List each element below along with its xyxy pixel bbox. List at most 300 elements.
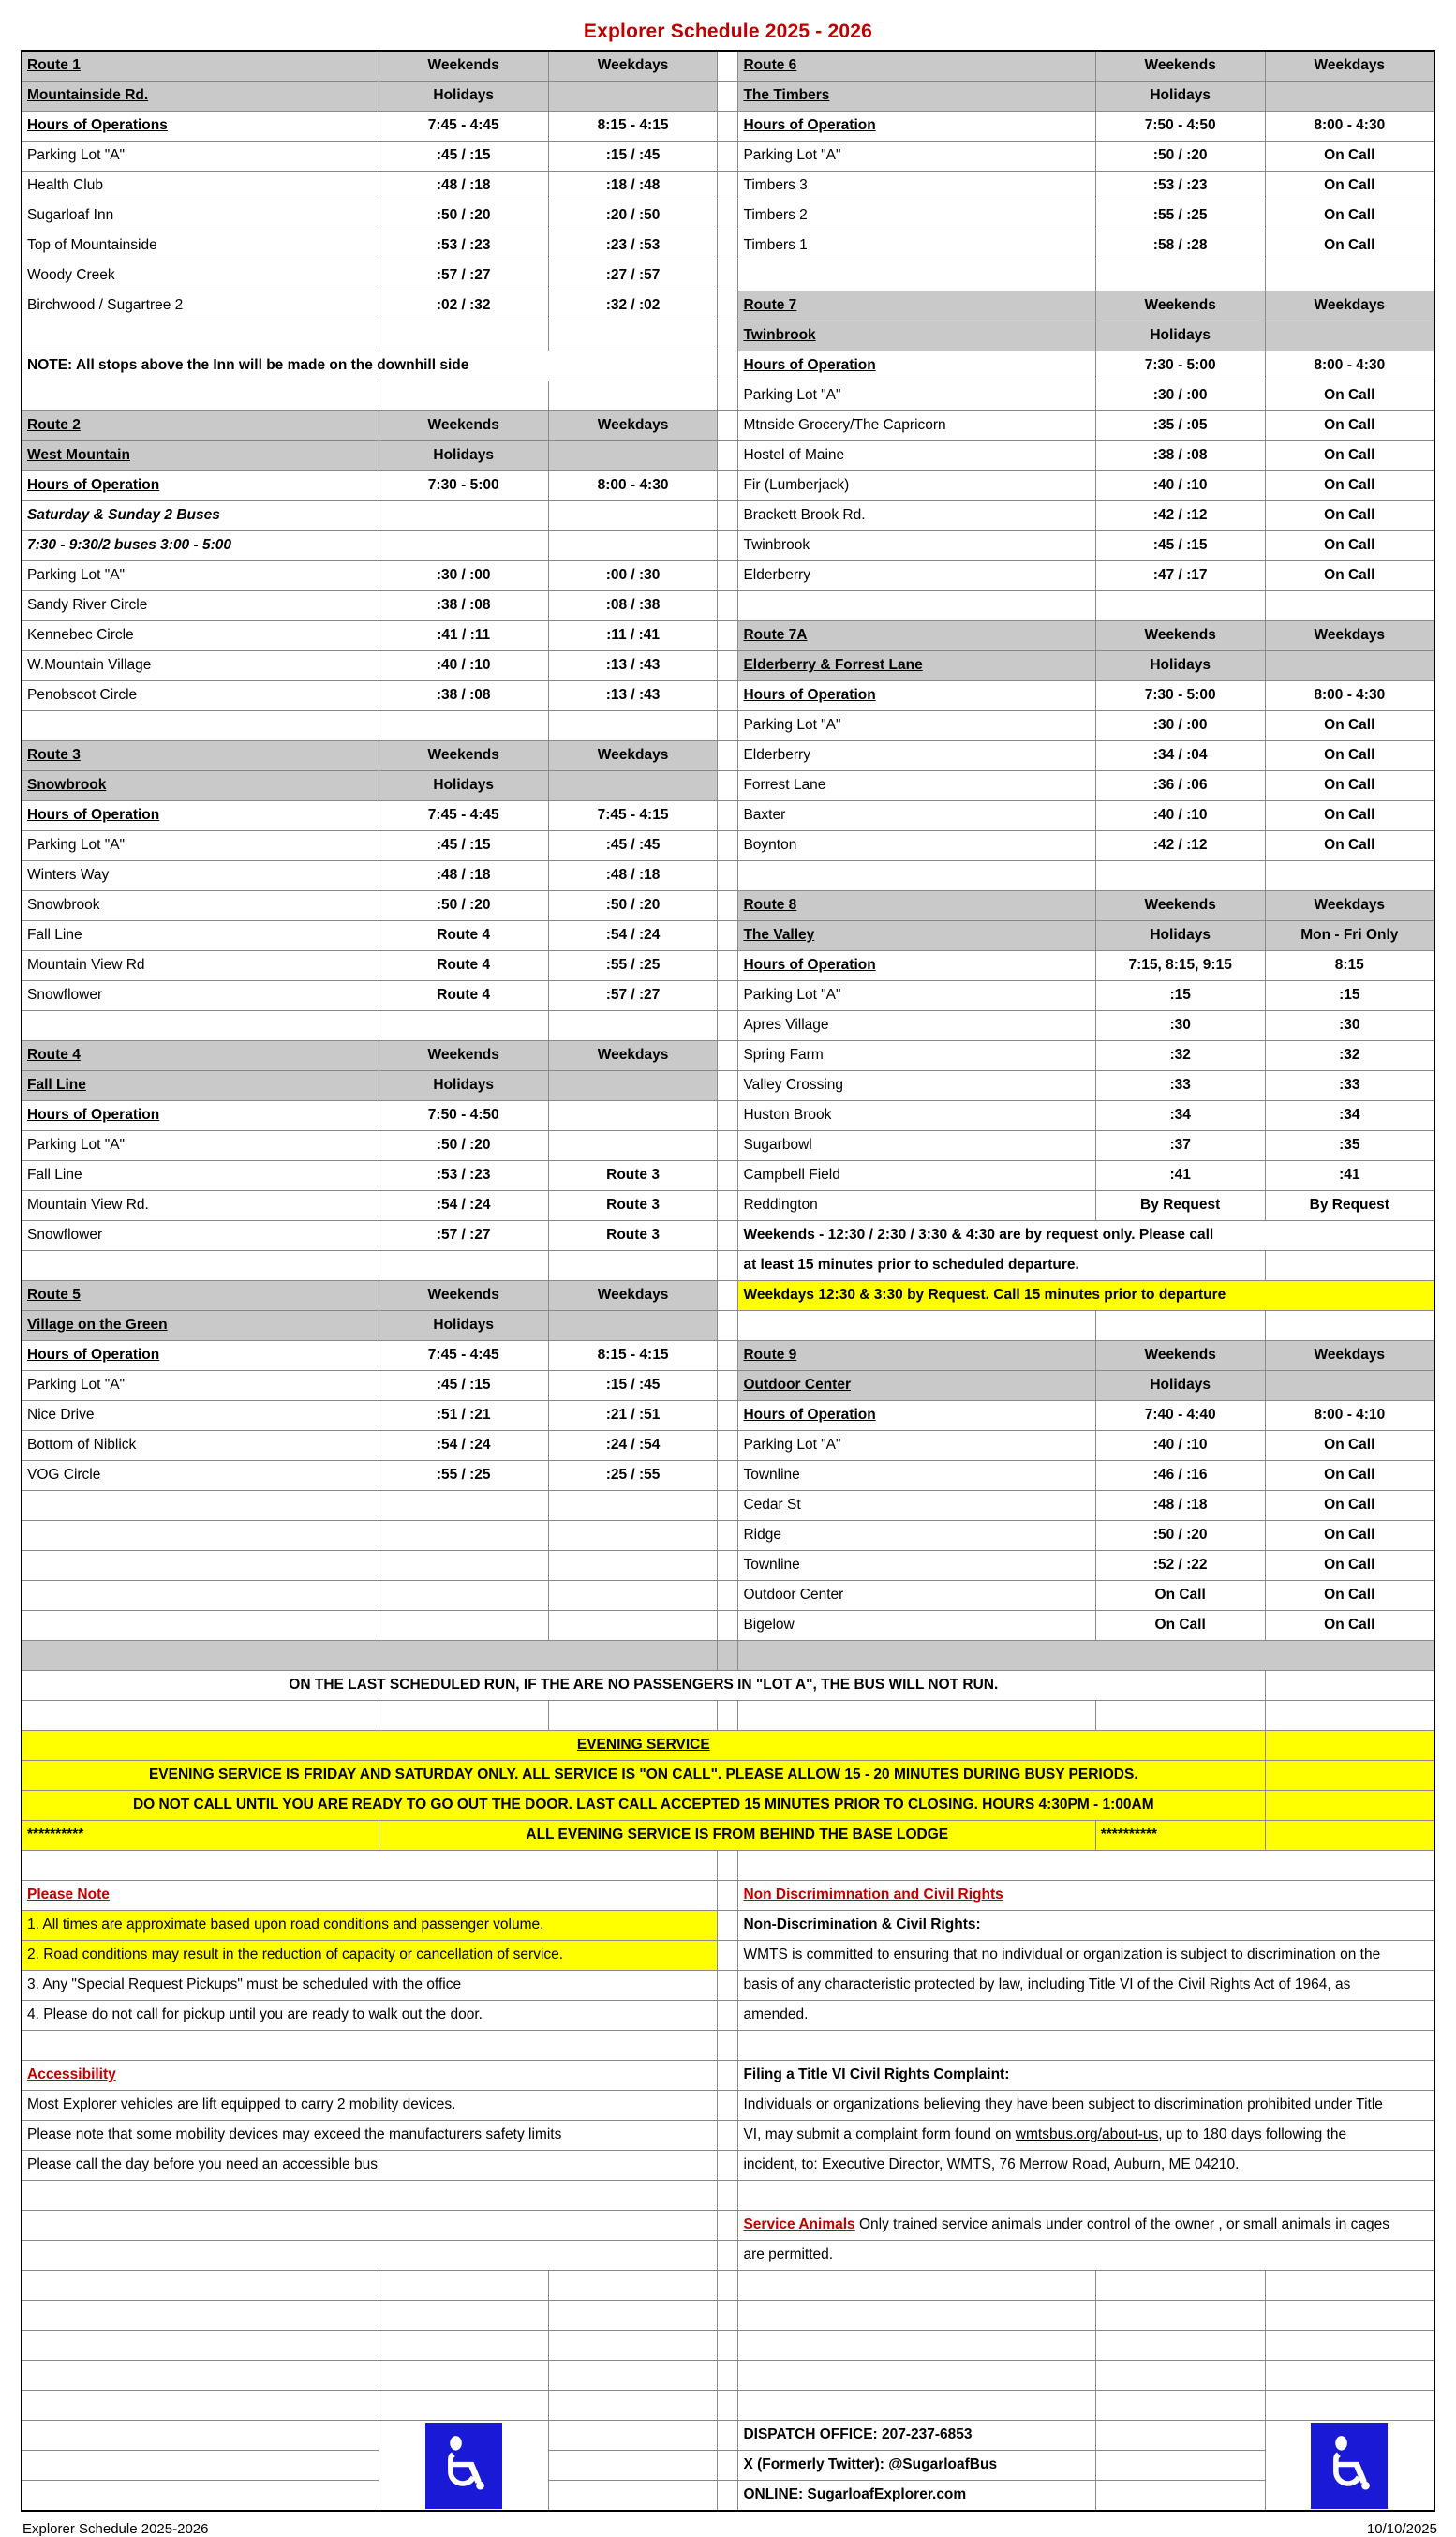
stop-time-weekday: On Call: [1265, 201, 1434, 231]
column-gap: [718, 2451, 738, 2481]
col-header-weekday-sub: [548, 441, 718, 471]
stop-time-weekday: On Call: [1265, 142, 1434, 172]
column-gap: [718, 1911, 738, 1941]
blank-cell: [548, 1551, 718, 1581]
service-animals-line: [738, 2211, 1434, 2241]
stop-time-weekend: :15: [1095, 981, 1265, 1011]
stop-time-weekday: On Call: [1265, 771, 1434, 801]
hours-weekend: 7:45 - 4:45: [379, 1341, 548, 1371]
blank-cell: [1265, 261, 1434, 291]
hours-weekend: 7:30 - 5:00: [1095, 681, 1265, 711]
blank-cell: [548, 2301, 718, 2331]
stop-name: Woody Creek: [22, 261, 379, 291]
blank-cell: [738, 2271, 1095, 2301]
table-row: [22, 2031, 1434, 2061]
table-row: [22, 471, 1434, 501]
stop-time-weekday: :24 / :54: [548, 1431, 718, 1461]
blank-cell: [379, 1581, 548, 1611]
col-header-holidays: Holidays: [379, 771, 548, 801]
spacer-band: [738, 1641, 1434, 1671]
table-row: [22, 1701, 1434, 1731]
table-row: [22, 951, 1434, 981]
blank-cell: [379, 501, 548, 531]
stop-time-weekday: Route 3: [548, 1161, 718, 1191]
stop-name: Mountain View Rd: [22, 951, 379, 981]
hours-label: Hours of Operation: [22, 801, 379, 831]
table-row: [22, 681, 1434, 711]
stop-time-weekend: :30 / :00: [1095, 711, 1265, 741]
stop-name: W.Mountain Village: [22, 651, 379, 681]
table-row: [22, 1401, 1434, 1431]
stop-time-weekday: :11 / :41: [548, 621, 718, 651]
stop-name: Brackett Brook Rd.: [738, 501, 1095, 531]
hours-weekend: 7:50 - 4:50: [1095, 112, 1265, 142]
page-footer: [21, 2512, 1439, 2537]
table-row: [22, 1041, 1434, 1071]
blank-cell: [22, 1011, 379, 1041]
blank-cell: [379, 531, 548, 561]
table-row: [22, 1011, 1434, 1041]
stop-name: Valley Crossing: [738, 1071, 1095, 1101]
column-gap: [718, 2181, 738, 2211]
page-title: Explorer Schedule 2025 - 2026: [583, 21, 873, 42]
blank-cell: [379, 381, 548, 411]
col-header-weekdays: Weekdays: [548, 411, 718, 441]
column-gap: [718, 351, 738, 381]
stop-name: Reddington: [738, 1191, 1095, 1221]
column-gap: [718, 321, 738, 351]
hours-weekday: 8:00 - 4:30: [1265, 351, 1434, 381]
stop-time-weekday: :33: [1265, 1071, 1434, 1101]
column-gap: [718, 501, 738, 531]
column-gap: [718, 921, 738, 951]
stop-name: Townline: [738, 1551, 1095, 1581]
please-note-item: 4. Please do not call for pickup until you are ready to walk out the door.: [22, 2001, 718, 2031]
hours-weekend: 7:30 - 5:00: [379, 471, 548, 501]
table-row: [22, 1521, 1434, 1551]
table-row: [22, 291, 1434, 321]
blank-cell: [1265, 861, 1434, 891]
route-number: Route 3: [22, 741, 379, 771]
table-row: [22, 1881, 1434, 1911]
blank-cell: [22, 2451, 379, 2481]
table-row: [22, 142, 1434, 172]
stop-time-weekday: On Call: [1265, 1551, 1434, 1581]
stop-time-weekend: :40 / :10: [1095, 471, 1265, 501]
column-gap: [718, 1371, 738, 1401]
stop-time-weekend: :02 / :32: [379, 291, 548, 321]
column-gap: [718, 861, 738, 891]
stop-name: Nice Drive: [22, 1401, 379, 1431]
stop-time-weekend: :30: [1095, 1011, 1265, 1041]
stop-time-weekend: :38 / :08: [1095, 441, 1265, 471]
stop-time-weekend: :40 / :10: [1095, 801, 1265, 831]
col-header-weekends: Weekends: [1095, 51, 1265, 82]
table-row: [22, 1251, 1434, 1281]
stop-time-weekday: On Call: [1265, 411, 1434, 441]
stop-time-weekend: :38 / :08: [379, 591, 548, 621]
hours-weekend: 7:45 - 4:45: [379, 112, 548, 142]
stop-name: Parking Lot "A": [738, 142, 1095, 172]
stop-time-weekend: :34 / :04: [1095, 741, 1265, 771]
column-gap: [718, 2421, 738, 2451]
stop-time-weekday: On Call: [1265, 231, 1434, 261]
stop-name: Bigelow: [738, 1611, 1095, 1641]
column-gap: [718, 1971, 738, 2001]
blank-cell: [548, 1611, 718, 1641]
table-row: [22, 2271, 1434, 2301]
blank-cell: [548, 1011, 718, 1041]
stop-time-weekend: :38 / :08: [379, 681, 548, 711]
blank-cell: [1265, 1671, 1434, 1701]
route-number: Route 4: [22, 1041, 379, 1071]
table-row: [22, 1131, 1434, 1161]
table-row: [22, 82, 1434, 112]
col-header-weekends: Weekends: [1095, 1341, 1265, 1371]
table-row: [22, 1341, 1434, 1371]
wheelchair-accessible-icon: [379, 2421, 548, 2512]
route-subnote-1: Saturday & Sunday 2 Buses: [22, 501, 379, 531]
column-gap: [718, 1881, 738, 1911]
blank-cell: [1095, 591, 1265, 621]
blank-cell: [22, 2421, 379, 2451]
col-header-weekday-sub: Mon - Fri Only: [1265, 921, 1434, 951]
col-header-weekdays: Weekdays: [548, 1281, 718, 1311]
stop-name: Parking Lot "A": [738, 1431, 1095, 1461]
stop-time-weekday: On Call: [1265, 711, 1434, 741]
stop-time-weekend: :58 / :28: [1095, 231, 1265, 261]
stop-time-weekday: On Call: [1265, 441, 1434, 471]
stop-name: Parking Lot "A": [738, 981, 1095, 1011]
stop-time-weekend: :33: [1095, 1071, 1265, 1101]
blank-cell: [718, 1851, 738, 1881]
column-gap: [718, 1341, 738, 1371]
column-gap: [718, 1401, 738, 1431]
column-gap: [718, 891, 738, 921]
stop-time-weekday: On Call: [1265, 471, 1434, 501]
stop-name: Elderberry: [738, 561, 1095, 591]
blank-cell: [1095, 2481, 1265, 2512]
non-discrimination-heading: Non Discrimimnation and Civil Rights: [738, 1881, 1434, 1911]
blank-cell: [1095, 2271, 1265, 2301]
stop-time-weekday: :30: [1265, 1011, 1434, 1041]
evening-service-line-3: ALL EVENING SERVICE IS FROM BEHIND THE BASE LODGE: [379, 1821, 1095, 1851]
column-gap: [718, 112, 738, 142]
stop-name: Winters Way: [22, 861, 379, 891]
footer-right-date: 10/10/2025: [1366, 2521, 1437, 2537]
blank-cell: [22, 2181, 718, 2211]
stop-name: Apres Village: [738, 1011, 1095, 1041]
table-row: [22, 1791, 1434, 1821]
table-row: [22, 981, 1434, 1011]
table-row: [22, 501, 1434, 531]
blank-cell: [1095, 1311, 1265, 1341]
table-row: [22, 1731, 1434, 1761]
blank-cell: [1095, 1701, 1265, 1731]
stop-name: Kennebec Circle: [22, 621, 379, 651]
stop-time-weekend: :42 / :12: [1095, 501, 1265, 531]
stop-time-weekend: Route 4: [379, 921, 548, 951]
service-animals-body: Only trained service animals under control of the owner , or small animals in cages: [854, 2216, 1389, 2233]
non-discrimination-body: basis of any characteristic protected by law, including Title VI of the Civil Rights Act of 1964, as: [738, 1971, 1434, 2001]
blank-cell: [738, 2361, 1095, 2391]
please-note-heading: Please Note: [22, 1881, 718, 1911]
stop-name: Penobscot Circle: [22, 681, 379, 711]
table-row: [22, 561, 1434, 591]
blank-cell: [379, 1251, 548, 1281]
column-gap: [718, 951, 738, 981]
stop-time-weekend: :40 / :10: [1095, 1431, 1265, 1461]
column-gap: [718, 981, 738, 1011]
blank-cell: [548, 2451, 718, 2481]
blank-cell: [1095, 2301, 1265, 2331]
stop-name: Parking Lot "A": [22, 561, 379, 591]
accessibility-item: Please note that some mobility devices may exceed the manufacturers safety limits: [22, 2121, 718, 2151]
dispatch-office-text: DISPATCH OFFICE: 207-237-6853: [738, 2421, 1095, 2451]
stop-time-weekend: By Request: [1095, 1191, 1265, 1221]
stop-time-weekday: :34: [1265, 1101, 1434, 1131]
col-header-weekdays: Weekdays: [1265, 621, 1434, 651]
blank-cell: [1265, 1701, 1434, 1731]
blank-cell: [22, 1581, 379, 1611]
column-gap: [718, 2031, 738, 2061]
stop-time-weekend: Route 4: [379, 981, 548, 1011]
stop-time-weekday: On Call: [1265, 831, 1434, 861]
col-header-weekdays: Weekdays: [548, 1041, 718, 1071]
column-gap: [718, 82, 738, 112]
column-gap: [718, 1551, 738, 1581]
hours-weekday: 8:00 - 4:30: [548, 471, 718, 501]
column-gap: [718, 231, 738, 261]
stop-time-weekday: On Call: [1265, 561, 1434, 591]
non-discrimination-body: WMTS is committed to ensuring that no individual or organization is subject to discrimination on the: [738, 1941, 1434, 1971]
stop-time-weekend: :42 / :12: [1095, 831, 1265, 861]
table-row: [22, 591, 1434, 621]
table-row: [22, 261, 1434, 291]
twitter-handle-text: X (Formerly Twitter): @SugarloafBus: [738, 2451, 1095, 2481]
table-row: [22, 891, 1434, 921]
blank-cell: [379, 1611, 548, 1641]
blank-cell: [1265, 1791, 1434, 1821]
stop-time-weekday: :27 / :57: [548, 261, 718, 291]
blank-cell: [548, 2421, 718, 2451]
blank-cell: [379, 711, 548, 741]
stop-name: Outdoor Center: [738, 1581, 1095, 1611]
blank-cell: [22, 2031, 718, 2061]
blank-cell: [22, 2301, 379, 2331]
blank-cell: [548, 711, 718, 741]
stop-time-weekend: :46 / :16: [1095, 1461, 1265, 1491]
col-header-weekday-sub: [548, 1071, 718, 1101]
evening-service-stars-right: **********: [1095, 1821, 1265, 1851]
blank-cell: [738, 1701, 1095, 1731]
blank-cell: [22, 381, 379, 411]
blank-cell: [379, 321, 548, 351]
stop-time-weekend: :54 / :24: [379, 1431, 548, 1461]
stop-name: Baxter: [738, 801, 1095, 831]
table-row: [22, 1221, 1434, 1251]
table-row: [22, 1761, 1434, 1791]
route-name: Mountainside Rd.: [22, 82, 379, 112]
please-note-item: 1. All times are approximate based upon road conditions and passenger volume.: [22, 1911, 718, 1941]
spacer-band: [22, 1641, 718, 1671]
stop-time-weekend: :50 / :20: [1095, 142, 1265, 172]
please-note-item: 3. Any "Special Request Pickups" must be scheduled with the office: [22, 1971, 718, 2001]
stop-time-weekday: On Call: [1265, 741, 1434, 771]
table-row: [22, 1671, 1434, 1701]
blank-cell: [379, 1491, 548, 1521]
stop-name: Birchwood / Sugartree 2: [22, 291, 379, 321]
stop-time-weekend: :55 / :25: [379, 1461, 548, 1491]
service-animals-body: are permitted.: [738, 2241, 1434, 2271]
stop-name: Parking Lot "A": [22, 142, 379, 172]
blank-cell: [548, 1491, 718, 1521]
stop-time-weekend: On Call: [1095, 1581, 1265, 1611]
stop-time-weekday: On Call: [1265, 1581, 1434, 1611]
blank-cell: [738, 1311, 1095, 1341]
table-row: [22, 1281, 1434, 1311]
column-gap: [718, 291, 738, 321]
title-vi-complaint-subheading: Filing a Title VI Civil Rights Complaint:: [738, 2061, 1434, 2091]
table-row: [22, 201, 1434, 231]
column-gap: [718, 411, 738, 441]
blank-cell: [22, 2241, 718, 2271]
table-row: [22, 1641, 1434, 1671]
wmtsbus-about-us-link[interactable]: wmtsbus.org/about-us: [1015, 2127, 1159, 2143]
table-row: [22, 1461, 1434, 1491]
stop-time-weekday: [548, 1131, 718, 1161]
stop-time-weekday: On Call: [1265, 172, 1434, 201]
stop-name: Forrest Lane: [738, 771, 1095, 801]
stop-time-weekend: :54 / :24: [379, 1191, 548, 1221]
table-row: [22, 1071, 1434, 1101]
column-gap: [718, 261, 738, 291]
col-header-holidays: Holidays: [379, 1071, 548, 1101]
hours-weekday: [548, 1101, 718, 1131]
stop-time-weekday: :15 / :45: [548, 142, 718, 172]
column-gap: [718, 441, 738, 471]
stop-time-weekday: On Call: [1265, 1461, 1434, 1491]
blank-cell: [738, 2331, 1095, 2361]
stop-name: Spring Farm: [738, 1041, 1095, 1071]
stop-time-weekend: :52 / :22: [1095, 1551, 1265, 1581]
hours-label: Hours of Operation: [738, 681, 1095, 711]
table-row: [22, 231, 1434, 261]
blank-cell: [379, 2331, 548, 2361]
table-row: [22, 2121, 1434, 2151]
stop-name: Campbell Field: [738, 1161, 1095, 1191]
stop-time-weekday: :13 / :43: [548, 651, 718, 681]
blank-cell: [1265, 1821, 1434, 1851]
column-gap: [718, 1611, 738, 1641]
col-header-weekdays: Weekdays: [548, 741, 718, 771]
blank-cell: [1265, 1731, 1434, 1761]
col-header-weekdays: Weekdays: [1265, 891, 1434, 921]
table-row: [22, 2241, 1434, 2271]
blank-cell: [548, 531, 718, 561]
blank-cell: [1095, 2331, 1265, 2361]
column-gap: [718, 2211, 738, 2241]
table-row: [22, 2151, 1434, 2181]
column-gap: [718, 1431, 738, 1461]
blank-cell: [379, 2271, 548, 2301]
column-gap: [718, 711, 738, 741]
blank-cell: [22, 2361, 379, 2391]
route-number: Route 8: [738, 891, 1095, 921]
col-header-weekday-sub: [548, 771, 718, 801]
route-note-yellow: Weekdays 12:30 & 3:30 by Request. Call 15 minutes prior to departure: [738, 1281, 1434, 1311]
route-number: Route 7: [738, 291, 1095, 321]
table-row: [22, 411, 1434, 441]
column-gap: [718, 681, 738, 711]
hours-weekend: 7:50 - 4:50: [379, 1101, 548, 1131]
col-header-weekday-sub: [1265, 651, 1434, 681]
title-vi-complaint-body: incident, to: Executive Director, WMTS, 76 Merrow Road, Auburn, ME 04210.: [738, 2151, 1434, 2181]
blank-cell: [1265, 1761, 1434, 1791]
table-row: [22, 351, 1434, 381]
stop-time-weekend: :45 / :15: [1095, 531, 1265, 561]
col-header-weekends: Weekends: [379, 1281, 548, 1311]
blank-cell: [1265, 2301, 1434, 2331]
table-row: [22, 1311, 1434, 1341]
blank-cell: [548, 1521, 718, 1551]
table-row: [22, 801, 1434, 831]
stop-time-weekday: On Call: [1265, 1491, 1434, 1521]
col-header-weekdays: Weekdays: [548, 51, 718, 82]
hours-label: Hours of Operation: [738, 351, 1095, 381]
route-number: Route 5: [22, 1281, 379, 1311]
hours-label: Hours of Operation: [22, 471, 379, 501]
blank-cell: [1265, 591, 1434, 621]
table-row: [22, 711, 1434, 741]
stop-time-weekend: :35 / :05: [1095, 411, 1265, 441]
stop-time-weekday: :35: [1265, 1131, 1434, 1161]
column-gap: [718, 651, 738, 681]
col-header-weekday-sub: [548, 1311, 718, 1341]
stop-time-weekend: :53 / :23: [379, 1161, 548, 1191]
stop-name: Snowbrook: [22, 891, 379, 921]
blank-cell: [548, 2331, 718, 2361]
table-row: [22, 1161, 1434, 1191]
column-gap: [718, 1161, 738, 1191]
route-number: Route 2: [22, 411, 379, 441]
stop-name: Sugarloaf Inn: [22, 201, 379, 231]
column-gap: [718, 1941, 738, 1971]
blank-cell: [1265, 2361, 1434, 2391]
blank-cell: [548, 1701, 718, 1731]
stop-name: Fall Line: [22, 1161, 379, 1191]
stop-time-weekend: On Call: [1095, 1611, 1265, 1641]
stop-time-weekend: :53 / :23: [379, 231, 548, 261]
route-name: The Valley: [738, 921, 1095, 951]
table-row: [22, 2331, 1434, 2361]
blank-cell: [548, 321, 718, 351]
blank-cell: [22, 321, 379, 351]
stop-time-weekday: :57 / :27: [548, 981, 718, 1011]
table-row: [22, 2001, 1434, 2031]
blank-cell: [738, 1851, 1434, 1881]
column-gap: [718, 1041, 738, 1071]
blank-cell: [548, 501, 718, 531]
stop-name: Parking Lot "A": [22, 831, 379, 861]
col-header-weekends: Weekends: [379, 411, 548, 441]
col-header-weekends: Weekends: [1095, 621, 1265, 651]
route-name: Twinbrook: [738, 321, 1095, 351]
blank-cell: [1095, 2451, 1265, 2481]
hours-label: Hours of Operation: [738, 951, 1095, 981]
blank-cell: [22, 2481, 379, 2512]
table-row: [22, 112, 1434, 142]
